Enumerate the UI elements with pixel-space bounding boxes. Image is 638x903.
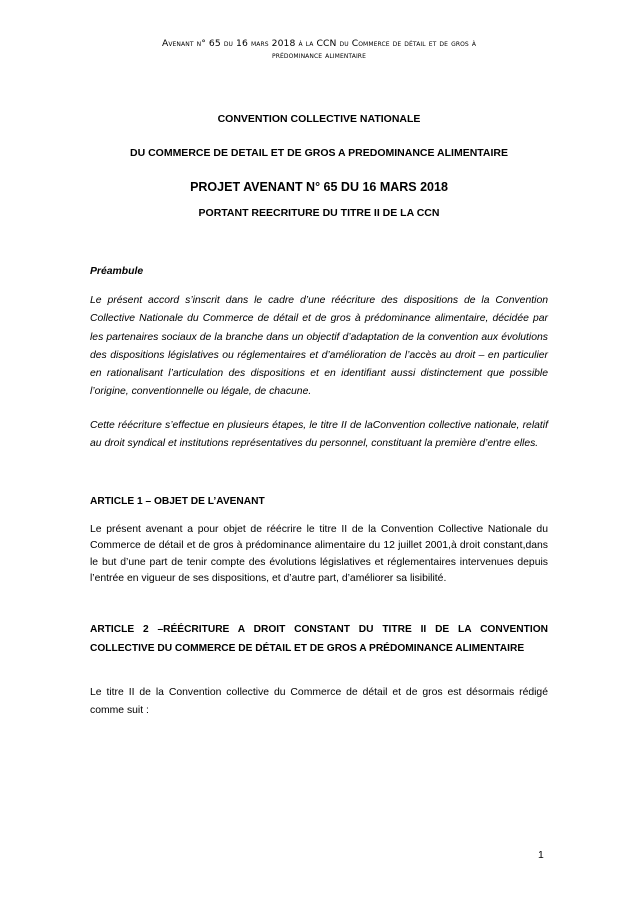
article-2-heading: ARTICLE 2 –RÉÉCRITURE A DROIT CONSTANT DU TITRE II DE LA CONVENTION COLLECTIVE DU COMMERCE DE DÉTAIL ET DE GROS A PRÉDOMINANCE ALIMENTAIRE	[90, 624, 548, 654]
article-1-heading: ARTICLE 1 – OBJET DE L’AVENANT	[90, 496, 265, 507]
preambule-paragraph-2: Cette réécriture s’effectue en plusieurs étapes, le titre II de laConvention collective nationale, relatif au droit syndical et institutions représentatives du personnel, constituant la première d’entre elles.	[90, 420, 548, 450]
preambule-paragraph-1: Le présent accord s’inscrit dans le cadre d’une réécriture des dispositions de la Convention Collective Nationale du Commerce de détail et de gros à prédominance alimentaire, décidée par les partenaires sociaux de la branche dans un objectif d’adaptation de la convention aux évolutions des dispositions législatives ou réglementaires et d’amélioration de l’accès au droit – en particulier en rationalisant l’articulation des dispositions et en identifiant aussi distinctement que possible l’origine, conventionnelle ou légale, de chacune.	[90, 295, 548, 398]
article-2-paragraph: Le titre II de la Convention collective du Commerce de détail et de gros est désormais rédigé comme suit :	[90, 687, 548, 717]
article-1-paragraph: Le présent avenant a pour objet de réécrire le titre II de la Convention Collective Nationale du Commerce de détail et de gros à prédominance alimentaire du 12 juillet 2001,à droit constant,dans le but d’une part de tenir compte des évolutions législatives et réglementaires intervenues depuis l’entrée en vigueur de ses dispositions, et d’autre part, d’améliorer sa lisibilité.	[90, 524, 548, 585]
header-line-2: prédominance alimentaire	[272, 50, 366, 61]
running-header	[80, 38, 558, 62]
preambule-heading: Préambule	[90, 266, 144, 277]
title-convention: CONVENTION COLLECTIVE NATIONALE	[217, 113, 421, 125]
title-projet-avenant: PROJET AVENANT N° 65 DU 16 MARS 2018	[190, 180, 448, 194]
page-number: 1	[538, 850, 544, 861]
header-line-1: Avenant n° 65 du 16 mars 2018 à la CCN du Commerce de détail et de gros à	[161, 38, 477, 49]
title-commerce: DU COMMERCE DE DETAIL ET DE GROS A PREDOMINANCE ALIMENTAIRE	[129, 147, 508, 159]
title-portant: PORTANT REECRITURE DU TITRE II DE LA CCN	[198, 207, 440, 219]
